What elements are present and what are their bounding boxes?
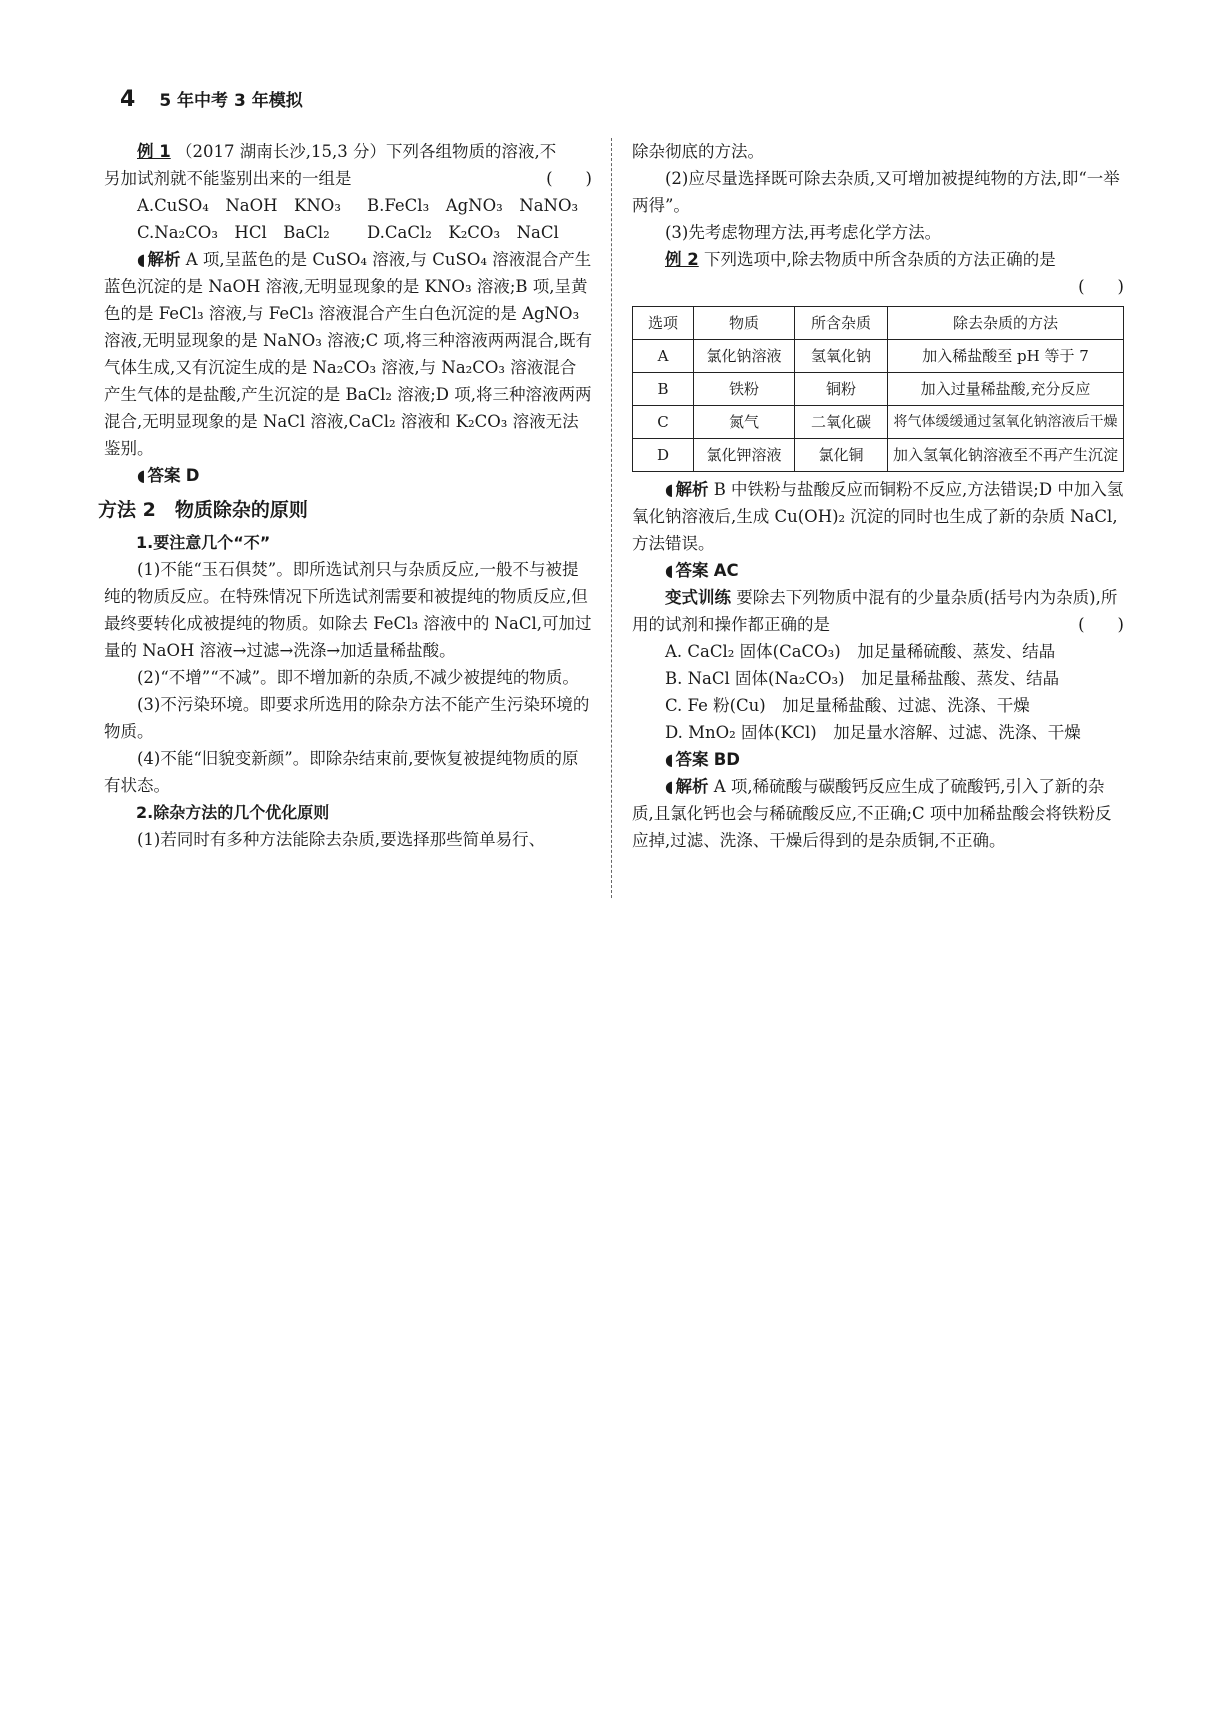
analysis-text: A 项,稀硫酸与碳酸钙反应生成了硫酸钙,引入了新的杂质,且氯化钙也会与稀硫酸反应,不正确;C 项中加稀盐酸会将铁粉反应掉,过滤、洗涤、干燥后得到的是杂质铜,不正确。 bbox=[632, 777, 1112, 850]
table-cell: 氯化铜 bbox=[795, 439, 888, 472]
answer-bracket: ( ) bbox=[1078, 277, 1124, 296]
analysis-tag: ◖ 解析 bbox=[665, 777, 709, 796]
subheading-1: 1.要注意几个“不” bbox=[136, 533, 271, 552]
analysis-marker-icon: ◖ bbox=[665, 480, 674, 499]
example2-question bbox=[632, 246, 1124, 273]
impurity-table bbox=[632, 306, 1124, 472]
variant-question bbox=[632, 584, 1124, 638]
variant-option-d: D. MnO₂ 固体(KCl) 加足量水溶解、过滤、洗涤、干燥 bbox=[665, 723, 1081, 742]
analysis-tag: ◖ 解析 bbox=[665, 480, 709, 499]
column-divider bbox=[611, 138, 612, 898]
variant-answer bbox=[632, 746, 1124, 773]
variant-label: 变式训练 bbox=[665, 588, 731, 607]
table-cell: 加入过量稀盐酸,充分反应 bbox=[888, 373, 1124, 406]
table-cell: 氮气 bbox=[694, 406, 795, 439]
table-cell: 氢氧化钠 bbox=[795, 340, 888, 373]
variant-option-c: C. Fe 粉(Cu) 加足量稀盐酸、过滤、洗涤、干燥 bbox=[665, 696, 1030, 715]
example2-analysis bbox=[632, 476, 1124, 557]
example2-text: 下列选项中,除去物质中所含杂质的方法正确的是 bbox=[703, 250, 1056, 269]
table-cell: D bbox=[633, 439, 694, 472]
table-cell: 氯化钠溶液 bbox=[694, 340, 795, 373]
variant-option-a: A. CaCl₂ 固体(CaCO₃) 加足量稀硫酸、蒸发、结晶 bbox=[665, 642, 1056, 661]
answer-marker-icon: ◖ bbox=[665, 561, 674, 580]
principle-3: (3)不污染环境。即要求所选用的除杂方法不能产生污染环境的物质。 bbox=[104, 695, 590, 741]
variant-option-b: B. NaCl 固体(Na₂CO₃) 加足量稀盐酸、蒸发、结晶 bbox=[665, 669, 1060, 688]
answer-bracket: ( ) bbox=[546, 169, 592, 188]
variant-analysis bbox=[632, 773, 1124, 854]
table-cell: 二氧化碳 bbox=[795, 406, 888, 439]
table-cell: 铜粉 bbox=[795, 373, 888, 406]
table-header-row bbox=[633, 307, 1124, 340]
analysis-marker-icon: ◖ bbox=[137, 250, 146, 269]
answer-value: D bbox=[185, 466, 200, 485]
answer-tag: ◖ 答案 bbox=[665, 561, 709, 580]
table-row bbox=[633, 373, 1124, 406]
answer-value: BD bbox=[713, 750, 740, 769]
example1-line2: 另加试剂就不能鉴别出来的一组是 bbox=[104, 169, 352, 188]
left-column bbox=[98, 138, 593, 853]
table-cell: 加入稀盐酸至 pH 等于 7 bbox=[888, 340, 1124, 373]
option-c: C.Na₂CO₃ HCl BaCl₂ bbox=[137, 223, 330, 242]
example1-analysis bbox=[104, 246, 592, 462]
answer-marker-icon: ◖ bbox=[137, 466, 146, 485]
option-d: D.CaCl₂ K₂CO₃ NaCl bbox=[367, 223, 559, 242]
example1-line1: （2017 湖南长沙,15,3 分）下列各组物质的溶液,不 bbox=[175, 142, 557, 161]
book-title: 5 年中考 3 年模拟 bbox=[159, 91, 303, 111]
table-header: 选项 bbox=[633, 307, 694, 340]
table-header: 物质 bbox=[694, 307, 795, 340]
table-cell: 将气体缓缓通过氢氧化钠溶液后干燥 bbox=[888, 406, 1124, 439]
method2-heading: 方法 2 物质除杂的原则 bbox=[98, 499, 308, 521]
example2-answer bbox=[632, 557, 1124, 584]
analysis-marker-icon: ◖ bbox=[665, 777, 674, 796]
optimization-3: (3)先考虑物理方法,再考虑化学方法。 bbox=[665, 223, 942, 242]
option-b: B.FeCl₃ AgNO₃ NaNO₃ bbox=[367, 196, 579, 215]
page-number: 4 bbox=[120, 87, 136, 112]
table-row bbox=[633, 340, 1124, 373]
right-column bbox=[632, 138, 1124, 854]
answer-tag: ◖ 答案 bbox=[665, 750, 709, 769]
table-cell: 铁粉 bbox=[694, 373, 795, 406]
optimization-1-continued: 除杂彻底的方法。 bbox=[632, 142, 764, 161]
example1-line2-row bbox=[104, 165, 592, 192]
analysis-text: A 项,呈蓝色的是 CuSO₄ 溶液,与 CuSO₄ 溶液混合产生蓝色沉淀的是 NaOH 溶液,无明显现象的是 KNO₃ 溶液;B 项,呈黄色的是 FeCl₃ 溶液,与 FeCl₃ 溶液混合产生白色沉淀的是 AgNO₃ 溶液,无明显现象的是 NaNO₃ 溶液;C 项,将三种溶液两两混合,既有气体生成,又有沉淀生成的是 Na₂CO₃ 溶液,与 Na₂CO₃ 溶液混合产生气体的是盐酸,产生沉淀的是 BaCl₂ 溶液;D 项,将三种溶液两两混合,无明显现象的是 NaCl 溶液,CaCl₂ 溶液和 K₂CO₃ 溶液无法鉴别。 bbox=[104, 250, 593, 458]
example2-bracket-row bbox=[632, 273, 1124, 300]
example2-label: 例 2 bbox=[665, 250, 699, 269]
principle-1: (1)不能“玉石俱焚”。即所选试剂只与杂质反应,一般不与被提纯的物质反应。在特殊情况下所选试剂需要和被提纯的物质反应,但最终要转化成被提纯的物质。如除去 FeCl₃ 溶液中的 NaCl,可加过量的 NaOH 溶液→过滤→洗涤→加适量稀盐酸。 bbox=[104, 560, 592, 660]
optimization-2: (2)应尽量选择既可除去杂质,又可增加被提纯物的方法,即“一举两得”。 bbox=[632, 169, 1120, 215]
subheading-2: 2.除杂方法的几个优化原则 bbox=[136, 803, 330, 822]
principle-2: (2)“不增”“不减”。即不增加新的杂质,不减少被提纯的物质。 bbox=[137, 668, 579, 687]
answer-marker-icon: ◖ bbox=[665, 750, 674, 769]
table-row bbox=[633, 406, 1124, 439]
table-cell: 氯化钾溶液 bbox=[694, 439, 795, 472]
table-header: 所含杂质 bbox=[795, 307, 888, 340]
analysis-text: B 中铁粉与盐酸反应而铜粉不反应,方法错误;D 中加入氢氧化钠溶液后,生成 Cu(OH)₂ 沉淀的同时也生成了新的杂质 NaCl,方法错误。 bbox=[632, 480, 1124, 553]
table-header: 除去杂质的方法 bbox=[888, 307, 1124, 340]
example1-label: 例 1 bbox=[137, 142, 171, 161]
table-cell: 加入氢氧化钠溶液至不再产生沉淀 bbox=[888, 439, 1124, 472]
page-header bbox=[120, 86, 303, 112]
answer-tag: ◖ 答案 bbox=[137, 466, 181, 485]
principle-4: (4)不能“旧貌变新颜”。即除杂结束前,要恢复被提纯物质的原有状态。 bbox=[104, 749, 579, 795]
option-a: A.CuSO₄ NaOH KNO₃ bbox=[137, 196, 341, 215]
example1-answer bbox=[104, 462, 592, 489]
table-cell: B bbox=[633, 373, 694, 406]
table-cell: C bbox=[633, 406, 694, 439]
table-cell: A bbox=[633, 340, 694, 373]
example1-question bbox=[104, 138, 592, 165]
optimization-1: (1)若同时有多种方法能除去杂质,要选择那些简单易行、 bbox=[137, 830, 546, 849]
answer-value: AC bbox=[713, 561, 739, 580]
answer-bracket: ( ) bbox=[1078, 615, 1124, 634]
table-row bbox=[633, 439, 1124, 472]
variant-text: 要除去下列物质中混有的少量杂质(括号内为杂质),所用的试剂和操作都正确的是 bbox=[632, 588, 1118, 634]
example1-options bbox=[104, 192, 592, 246]
analysis-tag: ◖ 解析 bbox=[137, 250, 181, 269]
